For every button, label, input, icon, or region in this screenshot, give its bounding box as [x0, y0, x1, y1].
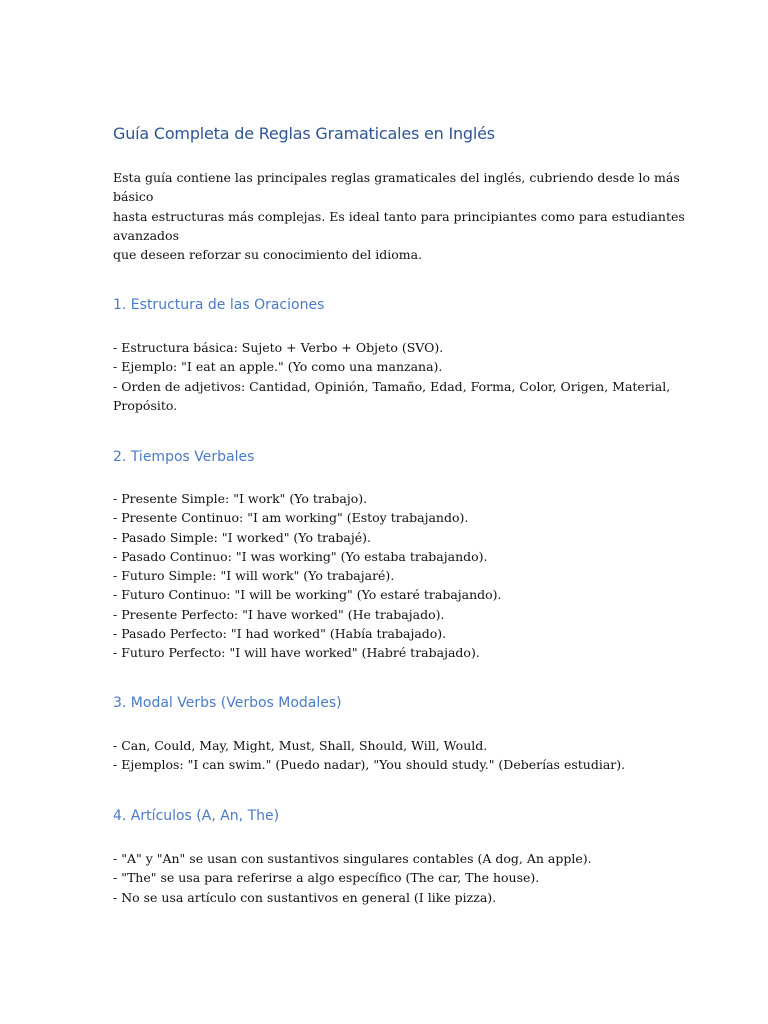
- list-item: - Futuro Simple: "I will work" (Yo trabajaré).: [113, 568, 395, 584]
- list-item: - Estructura básica: Sujeto + Verbo + Objeto (SVO).: [113, 340, 444, 355]
- section-heading-verb-tenses: 2. Tiempos Verbales: [113, 449, 255, 465]
- list-item: - Pasado Simple: "I worked" (Yo trabajé).: [113, 529, 371, 545]
- section-heading-articles: 4. Artículos (A, An, The): [113, 808, 280, 824]
- list-item: - Presente Continuo: "I am working" (Estoy trabajando).: [113, 510, 469, 526]
- section-heading-modal-verbs: 3. Modal Verbs (Verbos Modales): [113, 695, 342, 711]
- section-body-articles: [113, 849, 658, 907]
- intro-line: hasta estructuras más complejas. Es ideal tanto para principiantes como para estudiantes: [113, 208, 685, 224]
- list-item: - No se usa artículo con sustantivos en general (I like pizza).: [113, 889, 497, 905]
- list-item: - Ejemplos: "I can swim." (Puedo nadar), "You should study." (Deberías estudiar).: [113, 757, 626, 773]
- section-heading-sentence-structure: 1. Estructura de las Oraciones: [113, 297, 325, 313]
- intro-line: que deseen reforzar su conocimiento del idioma.: [113, 247, 423, 263]
- intro-line: Esta guía contiene las principales reglas gramaticales del inglés, cubriendo desde lo más: [113, 170, 680, 185]
- intro-paragraph: [113, 168, 685, 264]
- intro-line: básico: [113, 189, 154, 205]
- intro-line: avanzados: [113, 227, 179, 243]
- list-item: - "The" se usa para referirse a algo específico (The car, The house).: [113, 870, 540, 886]
- list-item: Propósito.: [113, 397, 178, 413]
- document-title: Guía Completa de Reglas Gramaticales en Inglés: [113, 124, 495, 143]
- list-item: - Presente Perfecto: "I have worked" (He trabajado).: [113, 606, 445, 622]
- list-item: - Presente Simple: "I work" (Yo trabajo).: [113, 491, 368, 506]
- list-item: - Pasado Continuo: "I was working" (Yo estaba trabajando).: [113, 548, 488, 564]
- section-body-modal-verbs: [113, 736, 658, 775]
- list-item: - Futuro Continuo: "I will be working" (Yo estaré trabajando).: [113, 587, 502, 603]
- section-body-sentence-structure: [113, 338, 671, 415]
- list-item: - Pasado Perfecto: "I had worked" (Había trabajado).: [113, 626, 447, 642]
- list-item: - Ejemplo: "I eat an apple." (Yo como una manzana).: [113, 359, 443, 375]
- list-item: - Can, Could, May, Might, Must, Shall, Should, Will, Would.: [113, 738, 488, 753]
- section-body-verb-tenses: [113, 489, 658, 663]
- list-item: - "A" y "An" se usan con sustantivos singulares contables (A dog, An apple).: [113, 851, 592, 866]
- list-item: - Futuro Perfecto: "I will have worked" (Habré trabajado).: [113, 645, 480, 661]
- list-item: - Orden de adjetivos: Cantidad, Opinión, Tamaño, Edad, Forma, Color, Origen, Material,: [113, 378, 671, 394]
